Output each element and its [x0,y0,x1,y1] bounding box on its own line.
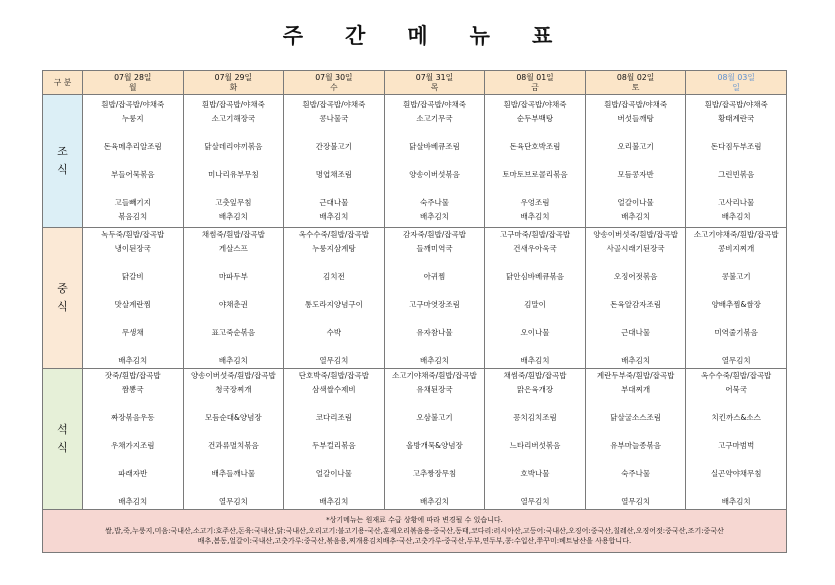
menu-item: 돈육단호박조림 [509,142,561,151]
menu-item [485,154,585,168]
menu-item [184,312,284,326]
menu-item: 고춧잎무침 [215,198,252,207]
menu-item [184,425,284,439]
menu-item [184,126,284,140]
menu-item [586,182,686,196]
menu-item [586,397,686,411]
menu-item: 돈육알감자조림 [610,300,661,309]
breakfast-row [43,95,787,228]
menu-item [184,256,284,270]
menu-item: 배추김치 [419,212,449,221]
menu-item: 냉이된장국 [114,244,151,253]
menu-cell [83,369,184,510]
lunch-label [43,228,83,369]
menu-item [184,182,284,196]
menu-item [284,312,384,326]
menu-item: 모듬순대&양념장 [205,413,262,422]
menu-item [284,256,384,270]
menu-item [83,340,183,354]
day-dow: 월 [129,82,137,92]
menu-item [385,481,485,495]
menu-item: 볶음김치 [118,212,148,221]
menu-item: 흰밥/잡곡밥/야채죽 [604,100,668,109]
menu-item: 오이나물 [520,328,550,337]
menu-item: 흰밥/잡곡밥/야채죽 [503,100,567,109]
notes-row [43,510,787,553]
menu-item: 미역줄기볶음 [714,328,758,337]
menu-item [385,397,485,411]
menu-item [686,182,786,196]
day-header [585,71,686,95]
meal-label-char: 식 [57,163,68,176]
menu-item: 배추김치 [721,212,751,221]
menu-item: 오징어젓볶음 [613,272,658,281]
menu-item: 들깨미역국 [416,244,453,253]
menu-item: 고구마범벅 [718,441,755,450]
day-date: 07월 28일 [114,72,152,82]
menu-item: 양배추찜&쌈장 [711,300,761,309]
menu-item: 소고기해장국 [211,114,256,123]
menu-item: 무생채 [121,328,144,337]
menu-item: 배추김치 [218,356,248,365]
note-line: 쌀,밥,죽,누룽지,미음:국내산,소고기:호주산,돈육:국내산,닭:국내산,오리고기:불고기용-국산,훈제오리볶음용-중국산,동태,코다리:러시아산,고등어:국내산,오징어:중국산,칠레산,오징어젓:중국산,조기:중국산 [105,526,724,535]
menu-item: 맑은육개장 [516,385,554,394]
menu-item [284,284,384,298]
menu-item [485,481,585,495]
day-date: 08월 03일 [717,72,755,82]
menu-item: 누룽지삼계탕 [312,244,356,253]
menu-item: 통도라지양념구이 [304,300,363,309]
menu-item: 배추김치 [118,497,148,506]
menu-item: 배추김치 [218,212,248,221]
menu-cell [485,369,586,510]
menu-item: 모듬콩자반 [617,170,654,179]
menu-item: 얼갈이나물 [315,469,353,478]
menu-item: 게살스프 [218,244,248,253]
menu-item: 올방개묵&양념장 [406,441,463,450]
menu-item: 계란두부죽/흰밥/잡곡밥 [596,371,675,380]
menu-item: 누룽지 [121,114,144,123]
menu-item: 그린빈볶음 [718,170,755,179]
menu-item: 우채가지조림 [111,441,155,450]
menu-item: 흰밥/잡곡밥/야채죽 [704,100,768,109]
menu-item: 배추김치 [319,497,349,506]
menu-item [83,284,183,298]
menu-item [686,481,786,495]
menu-item: 건과류멸치볶음 [207,441,259,450]
menu-item: 꽁치김치조림 [513,413,557,422]
meal-label-char: 석 [57,423,68,436]
menu-item: 실곤약야채무침 [710,469,762,478]
menu-item [586,256,686,270]
menu-item: 표고죽순볶음 [211,328,256,337]
menu-item: 배추김치 [419,356,449,365]
menu-item [284,126,384,140]
menu-item [83,182,183,196]
menu-item [485,182,585,196]
menu-cell [83,95,184,228]
menu-item: 야채춘권 [218,300,248,309]
title-char: 메 [407,24,428,48]
day-header [284,71,385,95]
menu-item [184,284,284,298]
menu-item [83,154,183,168]
menu-item [686,453,786,467]
note-line: *상기메뉴는 원재료 수급 상황에 따라 변경될 수 있습니다. [326,515,503,524]
menu-item [284,481,384,495]
menu-item [385,182,485,196]
menu-cell [83,228,184,369]
day-header [183,71,284,95]
menu-item: 황태계란국 [718,114,755,123]
menu-item: 채썸죽/흰밥/잡곡밥 [503,371,567,380]
day-dow: 수 [330,82,338,92]
title-char: 주 [282,24,304,48]
menu-item [686,284,786,298]
menu-cell [284,228,385,369]
menu-item [385,154,485,168]
menu-item: 유채된장국 [416,385,453,394]
menu-item: 단호박죽/흰밥/잡곡밥 [298,371,370,380]
menu-item: 김치전 [323,272,345,281]
day-date: 08월 01일 [516,72,554,82]
menu-item: 김말이 [524,300,546,309]
menu-item: 오리불고기 [617,142,654,151]
menu-item: 양송이버섯죽/흰밥/잡곡밥 [593,230,678,239]
menu-item: 어묵국 [725,385,748,394]
menu-item: 두부컬리볶음 [312,441,356,450]
menu-item: 유부마늘종볶음 [610,441,661,450]
menu-item: 잣죽/흰밥/잡곡밥 [104,371,161,380]
menu-item [586,284,686,298]
menu-cell [384,95,485,228]
menu-item: 닭안심바베큐볶음 [506,272,565,281]
menu-item [686,425,786,439]
menu-item [686,256,786,270]
menu-item: 배추김치 [319,212,349,221]
menu-item: 열무김치 [721,356,751,365]
menu-item [83,453,183,467]
menu-item [385,312,485,326]
day-dow: 토 [631,82,640,92]
menu-item [385,453,485,467]
title-char: 표 [531,24,553,48]
day-header [83,71,184,95]
menu-item [485,256,585,270]
menu-item: 우엉조림 [520,198,550,207]
menu-item: 배추김치 [721,497,751,506]
menu-cell [485,228,586,369]
menu-cell [585,369,686,510]
menu-item [485,284,585,298]
menu-item: 배추김치 [419,497,449,506]
menu-item: 파래자반 [118,469,148,478]
menu-item [385,256,485,270]
menu-item: 얼갈이나물 [617,198,654,207]
menu-item [485,425,585,439]
header-row [43,71,787,95]
menu-item: 배추김치 [520,212,550,221]
menu-item: 소고기야채죽/흰밥/잡곡밥 [392,371,477,380]
day-dow: 일 [732,82,740,92]
menu-item: 흰밥/잡곡밥/야채죽 [101,100,165,109]
menu-item [184,340,284,354]
menu-cell [686,95,787,228]
menu-item [184,397,284,411]
menu-item: 양송이버섯죽/흰밥/잡곡밥 [190,371,276,380]
menu-item: 열무김치 [520,497,550,506]
menu-item: 호박나물 [520,469,550,478]
menu-item: 토마토브로콜리볶음 [502,170,568,179]
menu-item: 수박 [326,328,342,337]
menu-item: 돈다짐두부조림 [710,142,762,151]
day-dow: 화 [229,82,238,92]
menu-item: 콩비지찌개 [718,244,755,253]
menu-item: 코다리조림 [315,413,353,422]
menu-item: 유자참나물 [416,328,453,337]
day-date: 07월 30일 [315,72,353,82]
menu-item: 부들어묵볶음 [111,170,155,179]
title-char: 뉴 [469,24,490,48]
menu-item [586,453,686,467]
menu-item: 삼색쌀수제비 [312,385,356,394]
menu-item: 사골시래기된장국 [606,244,665,253]
menu-item: 고구마죽/흰밥/잡곡밥 [499,230,571,239]
menu-item: 마파두부 [218,272,248,281]
menu-item: 맛살계란찜 [114,300,151,309]
menu-item [586,312,686,326]
menu-item: 느타리버섯볶음 [509,441,561,450]
menu-item [284,453,384,467]
menu-cell [284,95,385,228]
menu-item: 명엽채조림 [315,170,353,179]
menu-cell [384,369,485,510]
menu-item [284,182,384,196]
menu-item: 청국장찌개 [215,385,252,394]
day-dow: 금 [531,82,539,92]
menu-item: 녹두죽/흰밥/잡곡밥 [101,230,165,239]
dinner-row [43,369,787,510]
menu-item: 근대나물 [319,198,349,207]
meal-label-char: 조 [57,145,68,158]
menu-cell [183,369,284,510]
menu-item: 닭살굴소스조림 [610,413,661,422]
weekly-menu-table [42,70,787,553]
menu-item: 건새우아욱국 [513,244,557,253]
menu-item: 열무김치 [621,497,651,506]
menu-item: 감자죽/흰밥/잡곡밥 [402,230,466,239]
menu-item: 채썸죽/흰밥/잡곡밥 [201,230,265,239]
menu-item: 미나리유부무침 [207,170,259,179]
menu-item [586,340,686,354]
menu-item: 고구마엿장조림 [409,300,460,309]
meal-label-char: 중 [57,282,68,295]
menu-item: 근대나물 [621,328,651,337]
menu-item: 닭살바베큐조림 [409,142,460,151]
menu-item: 숙주나물 [419,198,449,207]
menu-item: 닭살데리야끼볶음 [204,142,263,151]
menu-item: 열무김치 [319,356,349,365]
menu-item [184,481,284,495]
day-header-sunday [686,71,787,95]
menu-item [385,340,485,354]
gubun-header: 구 분 [43,71,83,95]
day-dow: 목 [430,82,439,92]
menu-cell [183,228,284,369]
menu-cell [686,369,787,510]
menu-cell [384,228,485,369]
menu-item: 배추김치 [621,356,651,365]
menu-item: 배추김치 [520,356,550,365]
day-date: 07월 29일 [214,72,253,82]
menu-item [686,312,786,326]
menu-item [284,340,384,354]
menu-item [385,126,485,140]
page-title [0,20,835,50]
menu-item: 소고기무국 [416,114,453,123]
menu-cell [686,228,787,369]
menu-item: 순두부백탕 [516,114,554,123]
menu-item: 양송이버섯볶음 [409,170,460,179]
menu-cell [183,95,284,228]
menu-item [485,397,585,411]
menu-item: 배추김치 [621,212,651,221]
menu-item: 흰밥/잡곡밥/야채죽 [402,100,466,109]
menu-item: 닭갈비 [121,272,144,281]
day-date: 07월 31일 [415,72,454,82]
menu-item [686,397,786,411]
menu-item [586,425,686,439]
menu-cell [585,95,686,228]
title-char: 간 [345,24,366,48]
menu-item [485,453,585,467]
menu-item: 간장불고기 [315,142,353,151]
menu-item: 아귀찜 [423,272,446,281]
menu-item: 배추들깨나물 [211,469,256,478]
menu-item: 옥수수죽/흰밥/잡곡밥 [701,371,772,380]
menu-item: 고들빼기지 [114,198,151,207]
menu-item [686,126,786,140]
menu-item: 소고기야채죽/흰밥/잡곡밥 [693,230,779,239]
menu-item: 부대찌개 [621,385,651,394]
menu-cell [585,228,686,369]
menu-item [485,126,585,140]
day-header [485,71,586,95]
menu-item: 짜장볶음우동 [111,413,155,422]
menu-item [586,154,686,168]
menu-item [385,284,485,298]
menu-item: 배추김치 [118,356,148,365]
menu-item [284,397,384,411]
menu-item [284,425,384,439]
day-header [384,71,485,95]
menu-item [586,126,686,140]
breakfast-label [43,95,83,228]
day-date: 08월 02일 [616,72,655,82]
menu-item [686,340,786,354]
menu-item: 버섯들깨탕 [617,114,654,123]
menu-item [586,481,686,495]
menu-item: 짬뽕국 [121,385,144,394]
menu-item: 고사리나물 [718,198,755,207]
menu-item: 고추짱장무침 [412,469,457,478]
menu-item [83,425,183,439]
menu-item [83,256,183,270]
menu-item [485,340,585,354]
menu-item: 치킨까스&소스 [711,413,761,422]
dinner-label [43,369,83,510]
meal-label-char: 식 [57,300,68,313]
menu-item: 옥수수죽/흰밥/잡곡밥 [298,230,370,239]
meal-label-char: 식 [57,441,68,454]
menu-item [485,312,585,326]
origin-notes [43,510,787,553]
menu-item: 돈육메추리알조림 [103,142,162,151]
menu-item: 열무김치 [218,497,248,506]
menu-item [83,397,183,411]
menu-cell [485,95,586,228]
menu-item [83,126,183,140]
menu-item: 흰밥/잡곡밥/야채죽 [201,100,265,109]
menu-item [284,154,384,168]
menu-item: 숙주나물 [621,469,651,478]
menu-item [385,425,485,439]
menu-item: 오삼불고기 [416,413,453,422]
menu-item: 콩불고기 [721,272,751,281]
menu-item [83,312,183,326]
menu-item [686,154,786,168]
menu-item: 콩나물국 [319,114,349,123]
menu-item [83,481,183,495]
note-line: 배추,봄동,얼갈이:국내산,고춧가루:중국산,볶음용,찌개용김치배추-국산,고춧가루-중국산,두부,연두부,콩:수입산,쭈꾸미:베트남산을 사용합니다. [197,537,632,546]
menu-cell [284,369,385,510]
menu-item [184,453,284,467]
lunch-row [43,228,787,369]
menu-item: 흰밥/잡곡밥/야채죽 [302,100,366,109]
menu-item [184,154,284,168]
